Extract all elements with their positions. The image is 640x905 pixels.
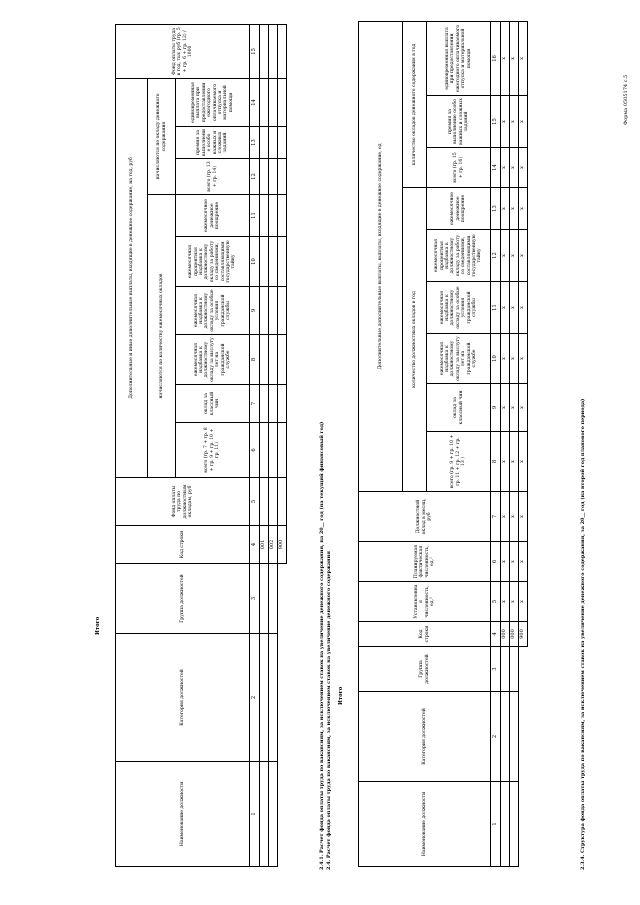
t2-h-c15: Фонд оплаты труда в год, тыс руб (гр. 5 + гр. 6 + гр. 12) / 1000	[116, 24, 250, 78]
t1-cell: x	[519, 230, 528, 282]
t2-colnum: 11	[250, 195, 260, 237]
t2-h-c13: премия за выполнение особо важных и сложных заданий	[176, 127, 250, 159]
t2-colnum: 13	[250, 127, 260, 159]
t2-h-fund-salary: Фонд оплаты труда по должностным окладам, руб	[116, 478, 250, 526]
t1-cell: x	[510, 334, 519, 384]
t1-colnum: 2	[491, 692, 501, 782]
t1-h-total-14: всего (гр. 15 + гр. 16)	[427, 148, 491, 188]
t2-cell	[278, 24, 287, 78]
table-row	[501, 21, 510, 866]
t1-cell: x	[501, 21, 510, 95]
t1-cell: x	[510, 230, 519, 282]
t2-cell	[269, 423, 278, 478]
t1-cell: x	[510, 582, 519, 622]
t1-h-planned: Планируемая фактическая численность, ед.²	[359, 542, 491, 582]
t2-colnum: 3	[250, 564, 260, 634]
t1-cell: x	[519, 432, 528, 492]
t1-cell: x	[519, 492, 528, 542]
t1-colnum: 4	[491, 622, 501, 647]
t2-row-code: 001	[260, 526, 269, 564]
t2-cell	[260, 237, 269, 287]
t2-cell	[278, 478, 287, 526]
t2-colnum: 1	[250, 762, 260, 867]
t1-cell: x	[519, 282, 528, 334]
t2-colnum: 7	[250, 385, 260, 423]
t1-cell: x	[501, 384, 510, 432]
t2-cell	[269, 385, 278, 423]
t1-cell: x	[510, 542, 519, 582]
table-row	[269, 24, 278, 866]
t2-h-group: Группа должностей	[116, 564, 250, 634]
t2-h-top-group: Дополнительные и иные дополнительные выплаты, входящие в денежное содержание, на год, руб	[116, 78, 148, 477]
t1-h-top-group: Дополнительные дополнительные выплаты, выплаты, входящие в денежное содержание, ед	[359, 21, 403, 491]
t1-cell: x	[519, 96, 528, 148]
t1-h-sub-bonus: количество окладов денежного содержания в год	[403, 21, 427, 187]
t2-row-code: 002	[269, 526, 278, 564]
t1-cell: x	[510, 282, 519, 334]
t2-cell	[260, 423, 269, 478]
t1-h-c16: единовременная выплата при предоставлении ежегодного оплачиваемого отпуска и материальной помощи	[427, 21, 491, 95]
t2-cell	[260, 127, 269, 159]
t1-cell: x	[501, 334, 510, 384]
t1-cell: x	[501, 96, 510, 148]
t1-h-name: Наименование должности	[359, 782, 491, 867]
t1-h-c13: ежемесячное денежное поощрение	[427, 188, 491, 230]
t1-colnum: 10	[491, 334, 501, 384]
t2-cell	[269, 127, 278, 159]
t1-h-c12: ежемесячная процентная надбавка к должностному окладу за работу со сведениями, составляющими государственную тайну	[427, 230, 491, 282]
t2-cell	[269, 159, 278, 195]
t2-cell	[269, 478, 278, 526]
table-fund-calculation	[115, 24, 287, 867]
t2-colnum: 4	[250, 526, 260, 564]
t1-cell: x	[519, 334, 528, 384]
t1-itogo: Итого	[338, 686, 344, 705]
t1-h-c9: оклад за классный чин	[427, 384, 491, 432]
t2-h-c10: ежемесячная процентная надбавка к должностному окладу за работу со сведениями, составляющими государственную тайну	[176, 237, 250, 287]
t1-colnum: 3	[491, 647, 501, 692]
t2-colnum: 8	[250, 335, 260, 385]
t2-cell	[269, 335, 278, 385]
t1-cell: x	[519, 148, 528, 188]
table-structure-fund	[358, 21, 528, 867]
t2-colnum: 12	[250, 159, 260, 195]
t1-colnum: 9	[491, 384, 501, 432]
t2-cell	[260, 78, 269, 126]
t2-h-code: Код строки	[116, 526, 250, 564]
t1-cell: x	[501, 282, 510, 334]
t2-cell	[269, 24, 278, 78]
t1-colnum: 7	[491, 492, 501, 542]
t1-row-code: 000	[501, 622, 510, 647]
t1-cell: x	[501, 582, 510, 622]
t1-cell: x	[510, 148, 519, 188]
t2-cell	[260, 195, 269, 237]
t2-cell	[260, 24, 269, 78]
table-row	[260, 24, 269, 866]
t1-h-category: Категория должностей	[359, 692, 491, 782]
t1-cell: x	[510, 492, 519, 542]
t1-colnum: 11	[491, 282, 501, 334]
t2-cell	[269, 195, 278, 237]
t1-cell: x	[519, 384, 528, 432]
t1-cell: x	[519, 188, 528, 230]
t1-h-group: Группа должностей	[359, 647, 491, 692]
t2-h-total-6: всего (гр. 7 + гр. 8 + гр. 9 + гр. 10 + гр. 11)	[176, 423, 250, 478]
t1-h-established: Установленная численность, ед.¹	[359, 582, 491, 622]
t1-colnum: 13	[491, 188, 501, 230]
section-24-title: 2.4. Расчет фонда оплаты труда по вакансиям, за исключением ставок на увеличение денежного содержания	[326, 551, 332, 870]
t1-h-c10: ежемесячная надбавка к должностному окладу за выслугу лет на гражданской службе	[427, 334, 491, 384]
t2-cell	[278, 127, 287, 159]
t1-cell: x	[510, 96, 519, 148]
t2-cell	[278, 195, 287, 237]
t2-cell	[260, 385, 269, 423]
form-code: Форма 0505174 с.5	[623, 74, 629, 125]
t2-cell	[260, 159, 269, 195]
t2-h-c7: оклад за классный чин	[176, 385, 250, 423]
t1-colnum: 1	[491, 782, 501, 867]
section-234-title: 2.3.4. Структура фонда оплаты труда по вакансиям, за исключением ставок на увеличение денежного содержания, за 20__ год (на второй год планового периода)	[580, 398, 586, 870]
t2-cell	[269, 237, 278, 287]
t1-colnum: 6	[491, 542, 501, 582]
t2-itogo: Итого	[95, 616, 101, 635]
table-row	[519, 21, 528, 866]
t1-cell: x	[501, 432, 510, 492]
t1-cell: x	[510, 432, 519, 492]
t2-colnum: 15	[250, 24, 260, 78]
t2-h-c8: ежемесячная надбавка к должностному окладу за выслугу лет на гражданской службе	[176, 335, 250, 385]
t1-cell: x	[510, 21, 519, 95]
t1-cell: x	[519, 21, 528, 95]
t1-cell: x	[501, 148, 510, 188]
t2-cell	[278, 78, 287, 126]
t1-h-total-8: всего (гр. 9 + гр. 10 + гр. 11 + гр. 12 + гр. 13 )	[427, 432, 491, 492]
t1-colnum: 8	[491, 432, 501, 492]
t2-h-sub-bonus: начисляются по окладу денежного содержания	[148, 78, 176, 194]
t1-h-salary: Должностной оклад в месяц, руб	[359, 492, 491, 542]
t2-colnum: 2	[250, 634, 260, 762]
t1-cell: x	[510, 384, 519, 432]
t1-cell: x	[510, 188, 519, 230]
t2-cell	[278, 287, 287, 335]
t2-cell	[260, 478, 269, 526]
t2-cell	[278, 335, 287, 385]
t2-h-c14: единовременная выплата при предоставлении ежегодного оплачиваемого отпуска и материальной помощи	[176, 78, 250, 126]
section-241-title: 2.4.1. Расчет фонда оплаты труда по вакансиям, за исключением ставок на увеличение денежного содержания, на 20__ год (на текущий финансовый год)	[319, 421, 325, 870]
t1-cell: x	[501, 542, 510, 582]
table-row	[278, 24, 287, 866]
t2-colnum: 10	[250, 237, 260, 287]
t1-h-c11: ежемесячная надбавка к должностному окладу за особые условия гражданской службы	[427, 282, 491, 334]
t1-row-code: 000	[510, 622, 519, 647]
t1-cell: x	[519, 582, 528, 622]
t2-h-name: Наименование должности	[116, 762, 250, 867]
t2-colnum: 5	[250, 478, 260, 526]
t2-cell	[269, 287, 278, 335]
t1-colnum: 14	[491, 148, 501, 188]
t2-h-sub-count: начисляются по количеству ежемесячных окладов	[148, 195, 176, 478]
t2-row-code: 900	[278, 526, 287, 564]
t1-colnum: 5	[491, 582, 501, 622]
t2-colnum: 14	[250, 78, 260, 126]
t1-h-c15: премия за выполнение особо важных и сложных заданий	[427, 96, 491, 148]
t1-cell: x	[501, 492, 510, 542]
t2-h-total-12: всего (гр. 13 + гр. 14)	[176, 159, 250, 195]
t2-h-c9: ежемесячная надбавка к должностному окладу за особые условия гражданской службы	[176, 287, 250, 335]
t1-colnum: 15	[491, 96, 501, 148]
t1-colnum: 16	[491, 21, 501, 95]
t2-colnum: 9	[250, 287, 260, 335]
t2-h-category: Категория должностей	[116, 634, 250, 762]
t2-colnum: 6	[250, 423, 260, 478]
t2-cell	[278, 159, 287, 195]
t1-cell: x	[519, 542, 528, 582]
t2-cell	[269, 78, 278, 126]
t2-cell	[260, 287, 269, 335]
t2-h-c11: ежемесячное денежное поощрение	[176, 195, 250, 237]
t1-h-code: Код строки	[359, 622, 491, 647]
t2-cell	[278, 237, 287, 287]
t2-cell	[278, 385, 287, 423]
t1-row-code: 900	[519, 622, 528, 647]
t1-cell: x	[501, 230, 510, 282]
t1-cell: x	[501, 188, 510, 230]
table-row	[510, 21, 519, 866]
t1-colnum: 12	[491, 230, 501, 282]
t2-cell	[278, 423, 287, 478]
t1-h-sub-count: количество должностных окладов в год	[403, 188, 427, 492]
t2-cell	[260, 335, 269, 385]
